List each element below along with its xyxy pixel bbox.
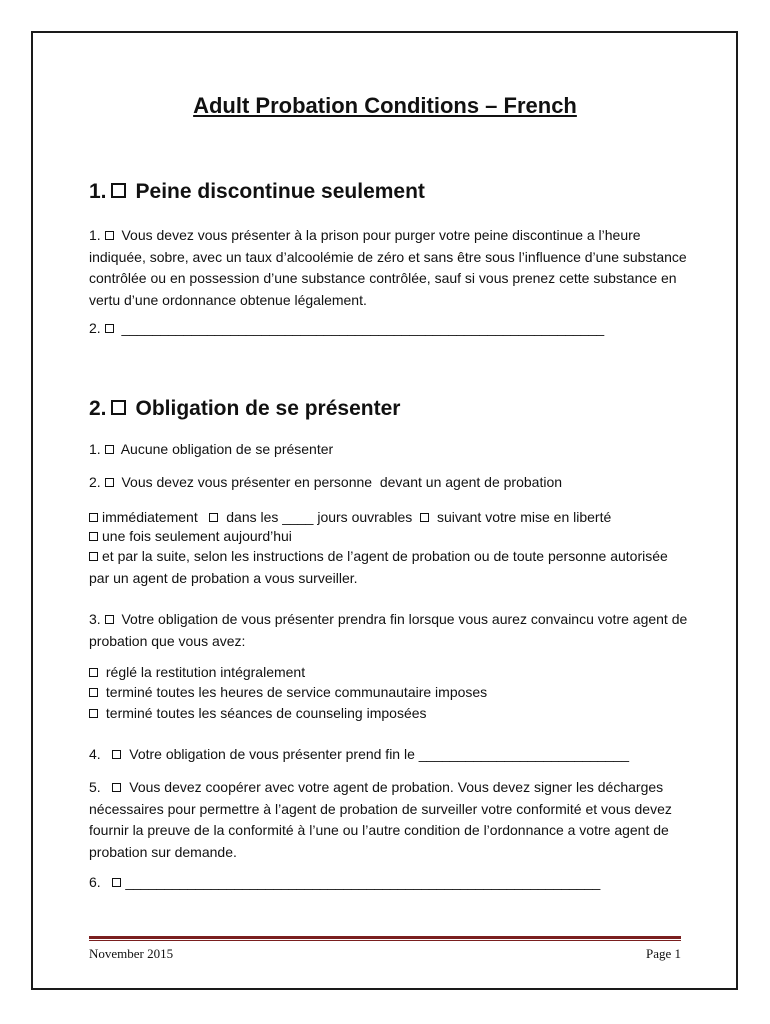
s2-item-6-checkbox[interactable] — [112, 878, 121, 887]
opt-immediately-checkbox[interactable] — [89, 513, 98, 522]
s2-item-4-checkbox[interactable] — [112, 750, 121, 759]
sub-counseling — [89, 703, 427, 725]
s2-option-once — [89, 526, 292, 548]
sub-counseling-label: terminé toutes les séances de counseling imposées — [105, 705, 427, 721]
opt-thereafter-checkbox[interactable] — [89, 552, 98, 561]
s2-item-5-checkbox[interactable] — [112, 783, 121, 792]
sub-community-label: terminé toutes les heures de service communautaire imposes — [105, 684, 488, 700]
s2-item-3-text: Votre obligation de vous présenter prendra fin lorsque vous aurez convaincu votre agent de probation que vous avez: — [89, 611, 692, 649]
section-1-checkbox[interactable] — [111, 183, 126, 198]
s2-item-5-text: Vous devez coopérer avec votre agent de probation. Vous devez signer les décharges nécessaires pour permettre à l’agent de probation de surveiller votre conformité et vous devez fournir la preuve de la conformité à l’une ou l’autre condition de l’ordonnance a votre agent de probation sur demande. — [89, 779, 676, 860]
footer-page-number: Page 1 — [645, 946, 681, 961]
s2-item-2-text: Vous devez vous présenter en personne devant un agent de probation — [121, 474, 563, 490]
footer-rule-thick — [89, 936, 681, 939]
sub-counseling-checkbox[interactable] — [89, 709, 98, 718]
s1-item-1 — [89, 225, 689, 311]
s2-item-3 — [89, 609, 692, 652]
section-1-heading — [89, 180, 425, 204]
s2-item-1-number: 1. — [89, 441, 101, 457]
section-2-number: 2. — [89, 397, 107, 420]
sub-community — [89, 682, 487, 704]
s2-item-2-checkbox[interactable] — [105, 478, 114, 487]
s2-item-6-blank[interactable]: _____________________________________________________________ — [125, 874, 601, 890]
section-2-checkbox[interactable] — [111, 400, 126, 415]
opt-once-label: une fois seulement aujourd’hui — [102, 528, 292, 544]
sub-restitution-checkbox[interactable] — [89, 668, 98, 677]
s2-item-6-number: 6. — [89, 874, 101, 890]
s2-item-4 — [89, 744, 629, 766]
opt-within-checkbox[interactable] — [209, 513, 218, 522]
opt-after-release-checkbox[interactable] — [420, 513, 429, 522]
s1-item-2 — [89, 318, 604, 340]
s2-option-thereafter — [89, 546, 689, 589]
opt-once-checkbox[interactable] — [89, 532, 98, 541]
opt-thereafter-label: et par la suite, selon les instructions de l’agent de probation ou de toute personne autorisée par un agent de probation a vous surveiller. — [89, 548, 672, 586]
s2-item-1-checkbox[interactable] — [105, 445, 114, 454]
s2-item-1 — [89, 439, 333, 461]
opt-after-release-label: suivant votre mise en liberté — [436, 509, 612, 525]
s1-item-2-checkbox[interactable] — [105, 324, 114, 333]
sub-community-checkbox[interactable] — [89, 688, 98, 697]
s2-item-2 — [89, 472, 562, 494]
opt-immediately-label: immédiatement — [102, 509, 198, 525]
s2-item-4-number: 4. — [89, 746, 101, 762]
section-2-title: Obligation de se présenter — [135, 397, 401, 420]
section-1-title: Peine discontinue seulement — [135, 180, 425, 203]
s1-item-1-checkbox[interactable] — [105, 231, 114, 240]
footer-date: November 2015 — [89, 946, 174, 961]
s2-item-6 — [89, 872, 600, 894]
sub-restitution — [89, 662, 305, 684]
section-2-heading — [89, 397, 400, 421]
s2-item-5 — [89, 777, 689, 863]
s1-item-2-number: 2. — [89, 320, 101, 336]
opt-within-label: dans les ____ jours ouvrables — [226, 509, 413, 525]
sub-restitution-label: réglé la restitution intégralement — [105, 664, 306, 680]
s2-item-3-number: 3. — [89, 611, 101, 627]
s2-item-2-number: 2. — [89, 474, 101, 490]
s2-item-4-text[interactable]: Votre obligation de vous présenter prend fin le ___________________________ — [129, 746, 629, 762]
footer-rule-thin — [89, 940, 681, 941]
section-1-number: 1. — [89, 180, 107, 203]
s2-item-3-checkbox[interactable] — [105, 615, 114, 624]
s1-item-1-text: Vous devez vous présenter à la prison pour purger votre peine discontinue a l’heure indiquée, sobre, avec un taux d’alcoolémie de zéro et sans être sous l’influence d’une substance contrôlée ou en possession d’une substance contrôlée, sauf si vous prenez cette substance en vertu d’une ordonnance obtenue légalement. — [89, 227, 691, 308]
s2-item-5-number: 5. — [89, 779, 101, 795]
s1-item-2-blank[interactable]: ______________________________________________________________ — [121, 320, 605, 336]
s1-item-1-number: 1. — [89, 227, 101, 243]
page-title: Adult Probation Conditions – French — [193, 93, 577, 118]
s2-item-1-text: Aucune obligation de se présenter — [120, 441, 334, 457]
